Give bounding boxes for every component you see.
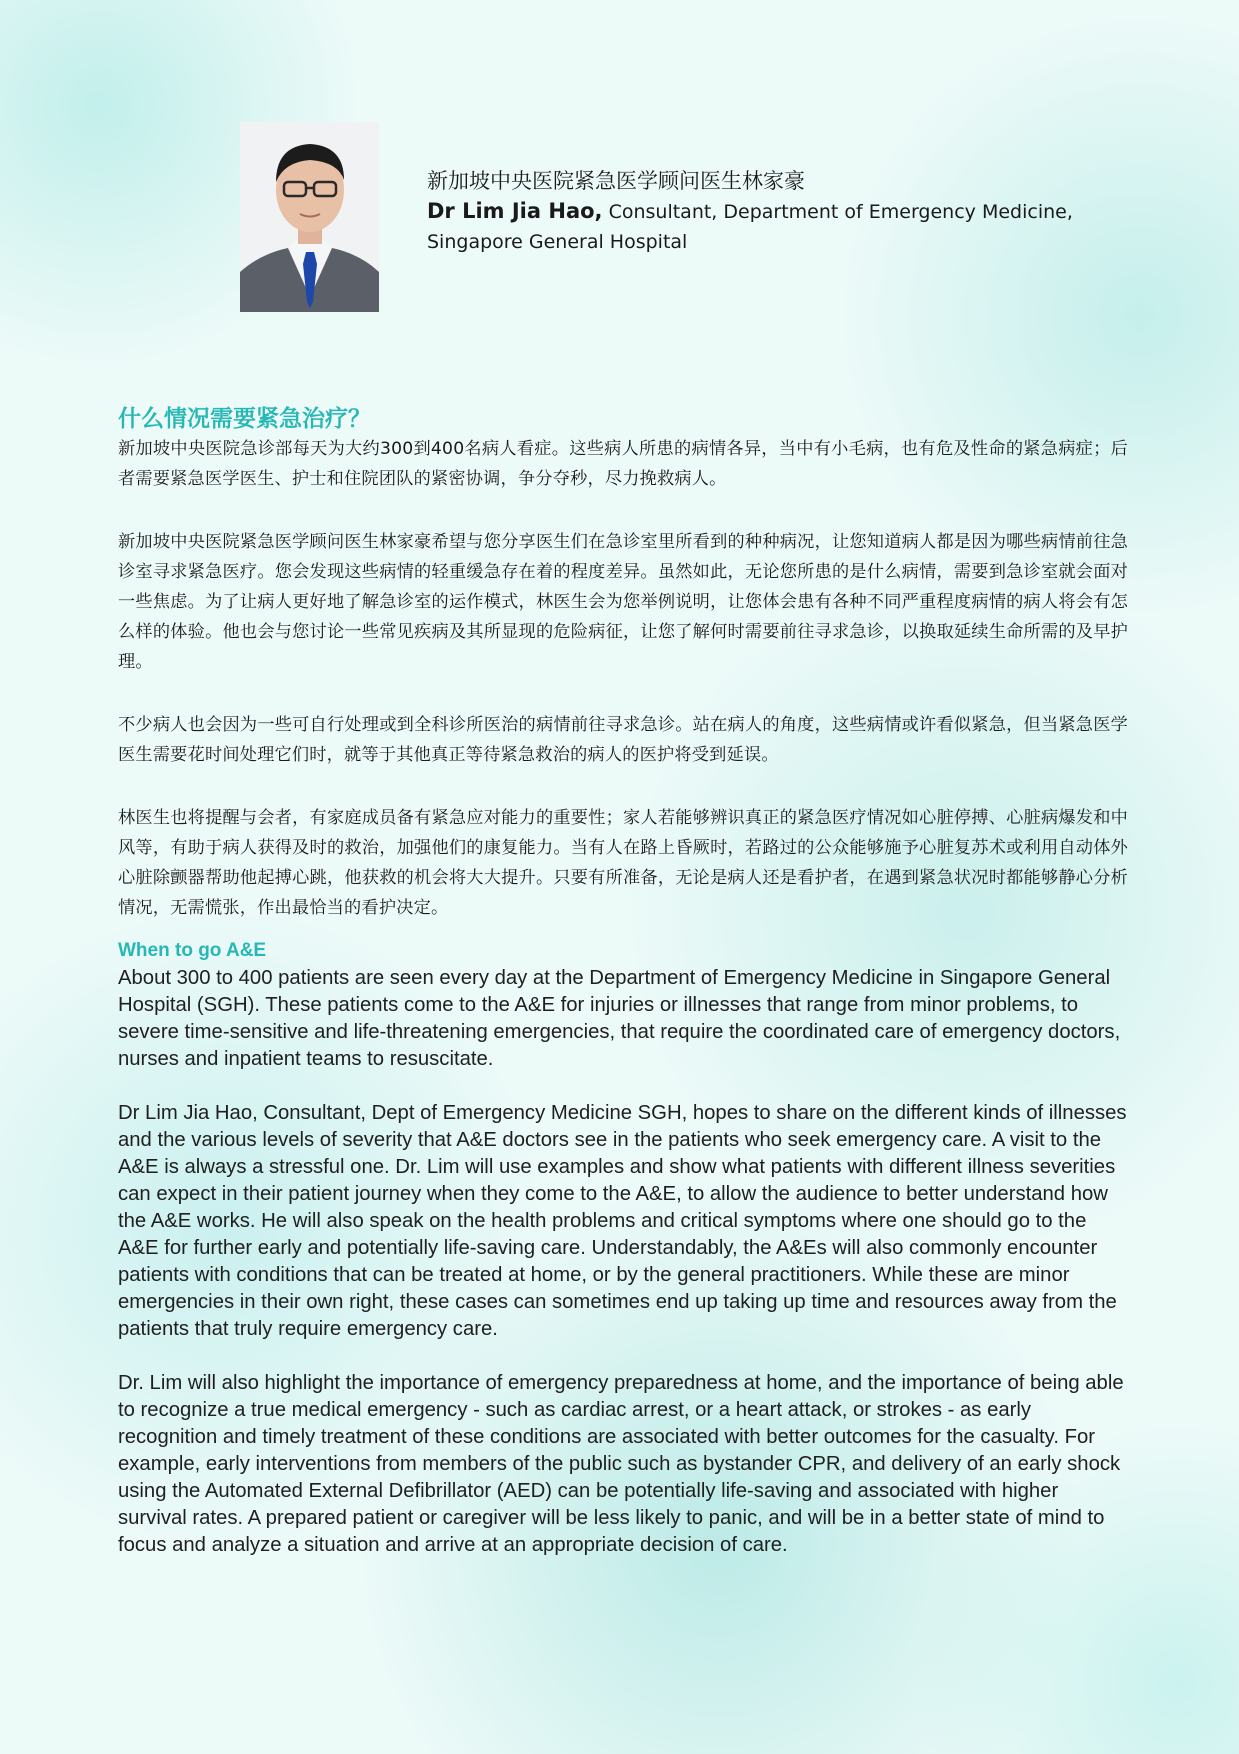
speaker-role-en: Consultant, Department of Emergency Medicine, bbox=[602, 201, 1073, 223]
paragraph-en-3: Dr. Lim will also highlight the importance of emergency preparedness at home, and the importance of being able to recognize a true medical emergency - such as cardiac arrest, or a heart attack, or strokes - as early recognition and timely treatment of these conditions are associated with better outcomes for the casualty. For example, early interventions from members of the public such as bystander CPR, and delivery of an early shock using the Automated External Defibrillator (AED) can be potentially life-saving and associated with higher survival rates. A prepared patient or caregiver will be less likely to panic, and will be in a better state of mind to focus and analyze a situation and arrive at an appropriate decision of care. bbox=[118, 1372, 1124, 1556]
paragraph-en-1: About 300 to 400 patients are seen every day at the Department of Emergency Medicine in Singapore General Hospital (SGH). These patients come to the A&E for injuries or illnesses that range from minor problems, to severe time-sensitive and life-threatening emergencies, that require the coordinated care of emergency doctors, nurses and inpatient teams to resuscitate. bbox=[118, 967, 1121, 1070]
speaker-photo bbox=[240, 122, 379, 312]
paragraph-cn-1: 新加坡中央医院急诊部每天为大约300到400名病人看症。这些病人所患的病情各异，当中有小毛病，也有危及性命的紧急病症；后者需要紧急医学医生、护士和住院团队的紧密协调，争分夺秒，尽力挽救病人。 bbox=[118, 439, 1128, 489]
speaker-name-en: Dr Lim Jia Hao, bbox=[427, 199, 603, 223]
speaker-title-en bbox=[427, 196, 1187, 227]
speaker-portrait-image bbox=[240, 122, 379, 312]
section-heading-en: When to go A&E bbox=[118, 940, 267, 961]
paragraph-cn-3: 不少病人也会因为一些可自行处理或到全科诊所医治的病情前往寻求急诊。站在病人的角度，这些病情或许看似紧急，但当紧急医学医生需要花时间处理它们时，就等于其他真正等待紧急救治的病人的医护将受到延误。 bbox=[118, 715, 1128, 765]
article-body bbox=[118, 404, 1128, 1586]
speaker-title-cn: 新加坡中央医院紧急医学顾问医生林家豪 bbox=[427, 169, 805, 193]
paragraph-en-2: Dr Lim Jia Hao, Consultant, Dept of Emergency Medicine SGH, hopes to share on the different kinds of illnesses and the various levels of severity that A&E doctors see in the patients who seek emergency care. A visit to the A&E is always a stressful one. Dr. Lim will use examples and show what patients with different illness severities can expect in their patient journey when they come to the A&E, to allow the audience to better understand how the A&E works. He will also speak on the health problems and critical symptoms where one should go to the A&E for further early and potentially life-saving care. Understandably, the A&Es will also commonly encounter patients with conditions that can be treated at home, or by the general practitioners. While these are minor emergencies in their own right, these cases can sometimes end up taking up time and resources away from the patients that truly require emergency care. bbox=[118, 1102, 1127, 1340]
paragraph-cn-2: 新加坡中央医院紧急医学顾问医生林家豪希望与您分享医生们在急诊室里所看到的种种病况，让您知道病人都是因为哪些病情前往急诊室寻求紧急医疗。您会发现这些病情的轻重缓急存在着的程度差异。虽然如此，无论您所患的是什么病情，需要到急诊室就会面对一些焦虑。为了让病人更好地了解急诊室的运作模式，林医生会为您举例说明，让您体会患有各种不同严重程度病情的病人将会有怎么样的体验。他也会与您讨论一些常见疾病及其所显现的危险病征，让您了解何时需要前往寻求急诊，以换取延续生命所需的及早护理。 bbox=[118, 532, 1128, 672]
section-heading-cn: 什么情况需要紧急治疗？ bbox=[118, 406, 371, 432]
paragraph-cn-4: 林医生也将提醒与会者，有家庭成员备有紧急应对能力的重要性；家人若能够辨识真正的紧急医疗情况如心脏停搏、心脏病爆发和中风等，有助于病人获得及时的救治，加强他们的康复能力。当有人在路上昏厥时，若路过的公众能够施予心脏复苏术或利用自动体外心脏除颤器帮助他起搏心跳，他获救的机会将大大提升。只要有所准备，无论是病人还是看护者，在遇到紧急状况时都能够静心分析情况，无需慌张，作出最恰当的看护决定。 bbox=[118, 808, 1128, 918]
speaker-hospital-en: Singapore General Hospital bbox=[427, 231, 688, 253]
speaker-info bbox=[427, 166, 1187, 257]
